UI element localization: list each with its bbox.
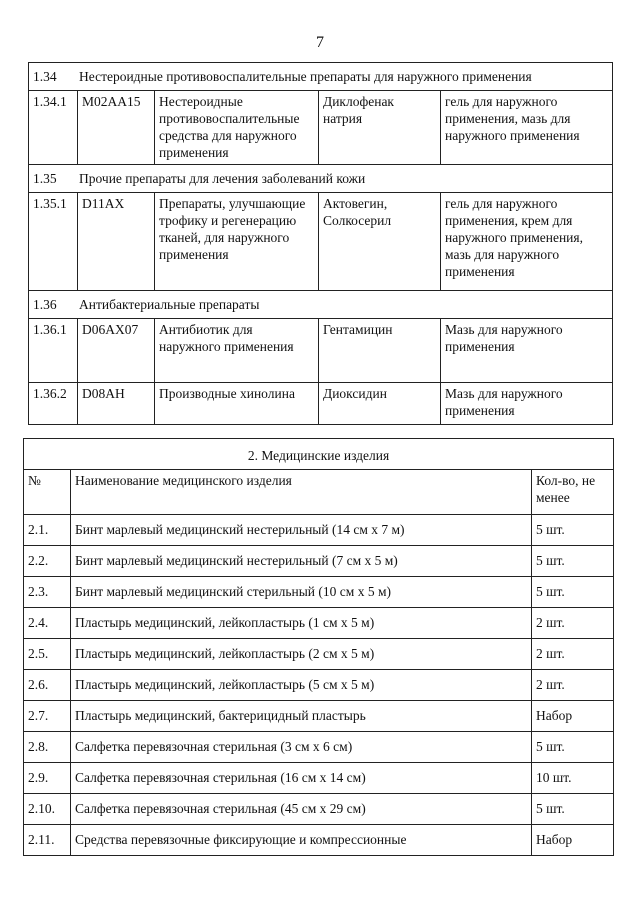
drug-name: Гентамицин [319,319,441,383]
section-row [29,291,613,319]
table-row [24,546,614,577]
row-number: 1.34.1 [29,91,78,165]
item-quantity: 2 шт. [532,608,614,639]
drug-name: Актовегин, Солкосерил [319,193,441,291]
table-header-row [24,470,614,515]
item-quantity: 5 шт. [532,794,614,825]
item-number: 2.5. [24,639,71,670]
pharmacological-group: Антибиотик для наружного применения [155,319,319,383]
section-row [29,63,613,91]
section-code: 1.34 [33,69,57,84]
item-quantity: 2 шт. [532,670,614,701]
item-number: 2.6. [24,670,71,701]
item-quantity: 10 шт. [532,763,614,794]
section-title: Прочие препараты для лечения заболеваний кожи [79,171,366,186]
medicine-row [29,383,613,425]
item-name: Средства перевязочные фиксирующие и компрессионные [71,825,532,856]
item-quantity: 2 шт. [532,639,614,670]
item-name: Пластырь медицинский, лейкопластырь (1 см х 5 м) [71,608,532,639]
item-name: Бинт марлевый медицинский нестерильный (14 см х 7 м) [71,515,532,546]
item-number: 2.9. [24,763,71,794]
pharmacological-group: Препараты, улучшающие трофику и регенерацию тканей, для наружного применения [155,193,319,291]
atc-code: D06AX07 [78,319,155,383]
item-name: Салфетка перевязочная стерильная (3 см х 6 см) [71,732,532,763]
medical-devices-table [23,438,614,856]
medicine-row [29,319,613,383]
row-number: 1.36.2 [29,383,78,425]
item-number: 2.11. [24,825,71,856]
item-name: Бинт марлевый медицинский нестерильный (7 см х 5 м) [71,546,532,577]
item-name: Пластырь медицинский, бактерицидный пластырь [71,701,532,732]
table-row [24,577,614,608]
section-code: 1.35 [33,171,57,186]
item-number: 2.10. [24,794,71,825]
drug-name: Диклофенак натрия [319,91,441,165]
dosage-form: гель для наружного применения, крем для наружного применения, мазь для наружного применения [441,193,613,291]
column-header-quantity: Кол-во, не менее [532,470,614,515]
item-number: 2.1. [24,515,71,546]
pharmacological-group: Нестероидные противовоспалительные средства для наружного применения [155,91,319,165]
section-title: Антибактериальные препараты [79,297,260,312]
item-quantity: Набор [532,825,614,856]
item-quantity: 5 шт. [532,546,614,577]
item-name: Пластырь медицинский, лейкопластырь (5 см х 5 м) [71,670,532,701]
atc-code: D11AX [78,193,155,291]
section-code: 1.36 [33,297,57,312]
table-row [24,794,614,825]
section-title: Нестероидные противовоспалительные препараты для наружного применения [79,69,532,84]
dosage-form: Мазь для наружного применения [441,383,613,425]
table-row [24,515,614,546]
item-quantity: 5 шт. [532,515,614,546]
table-row [24,639,614,670]
item-name: Салфетка перевязочная стерильная (45 см х 29 см) [71,794,532,825]
drug-name: Диоксидин [319,383,441,425]
table-row [24,670,614,701]
medicine-row [29,193,613,291]
item-quantity: Набор [532,701,614,732]
page-number: 7 [316,34,324,51]
column-header-number: № [24,470,71,515]
devices-section-title: 2. Медицинские изделия [24,439,614,470]
item-quantity: 5 шт. [532,577,614,608]
item-number: 2.4. [24,608,71,639]
dosage-form: гель для наружного применения, мазь для наружного применения [441,91,613,165]
item-number: 2.7. [24,701,71,732]
section-row [29,165,613,193]
item-number: 2.8. [24,732,71,763]
table-row [24,825,614,856]
item-name: Бинт марлевый медицинский стерильный (10 см х 5 м) [71,577,532,608]
medicines-table [28,62,613,425]
atc-code: D08AH [78,383,155,425]
item-name: Пластырь медицинский, лейкопластырь (2 см х 5 м) [71,639,532,670]
row-number: 1.36.1 [29,319,78,383]
row-number: 1.35.1 [29,193,78,291]
table-row [24,701,614,732]
table-row [24,732,614,763]
item-number: 2.2. [24,546,71,577]
item-quantity: 5 шт. [532,732,614,763]
column-header-name: Наименование медицинского изделия [71,470,532,515]
item-number: 2.3. [24,577,71,608]
item-name: Салфетка перевязочная стерильная (16 см х 14 см) [71,763,532,794]
atc-code: M02AA15 [78,91,155,165]
table-row [24,763,614,794]
medicine-row [29,91,613,165]
pharmacological-group: Производные хинолина [155,383,319,425]
dosage-form: Мазь для наружного применения [441,319,613,383]
section-title-row [24,439,614,470]
table-row [24,608,614,639]
